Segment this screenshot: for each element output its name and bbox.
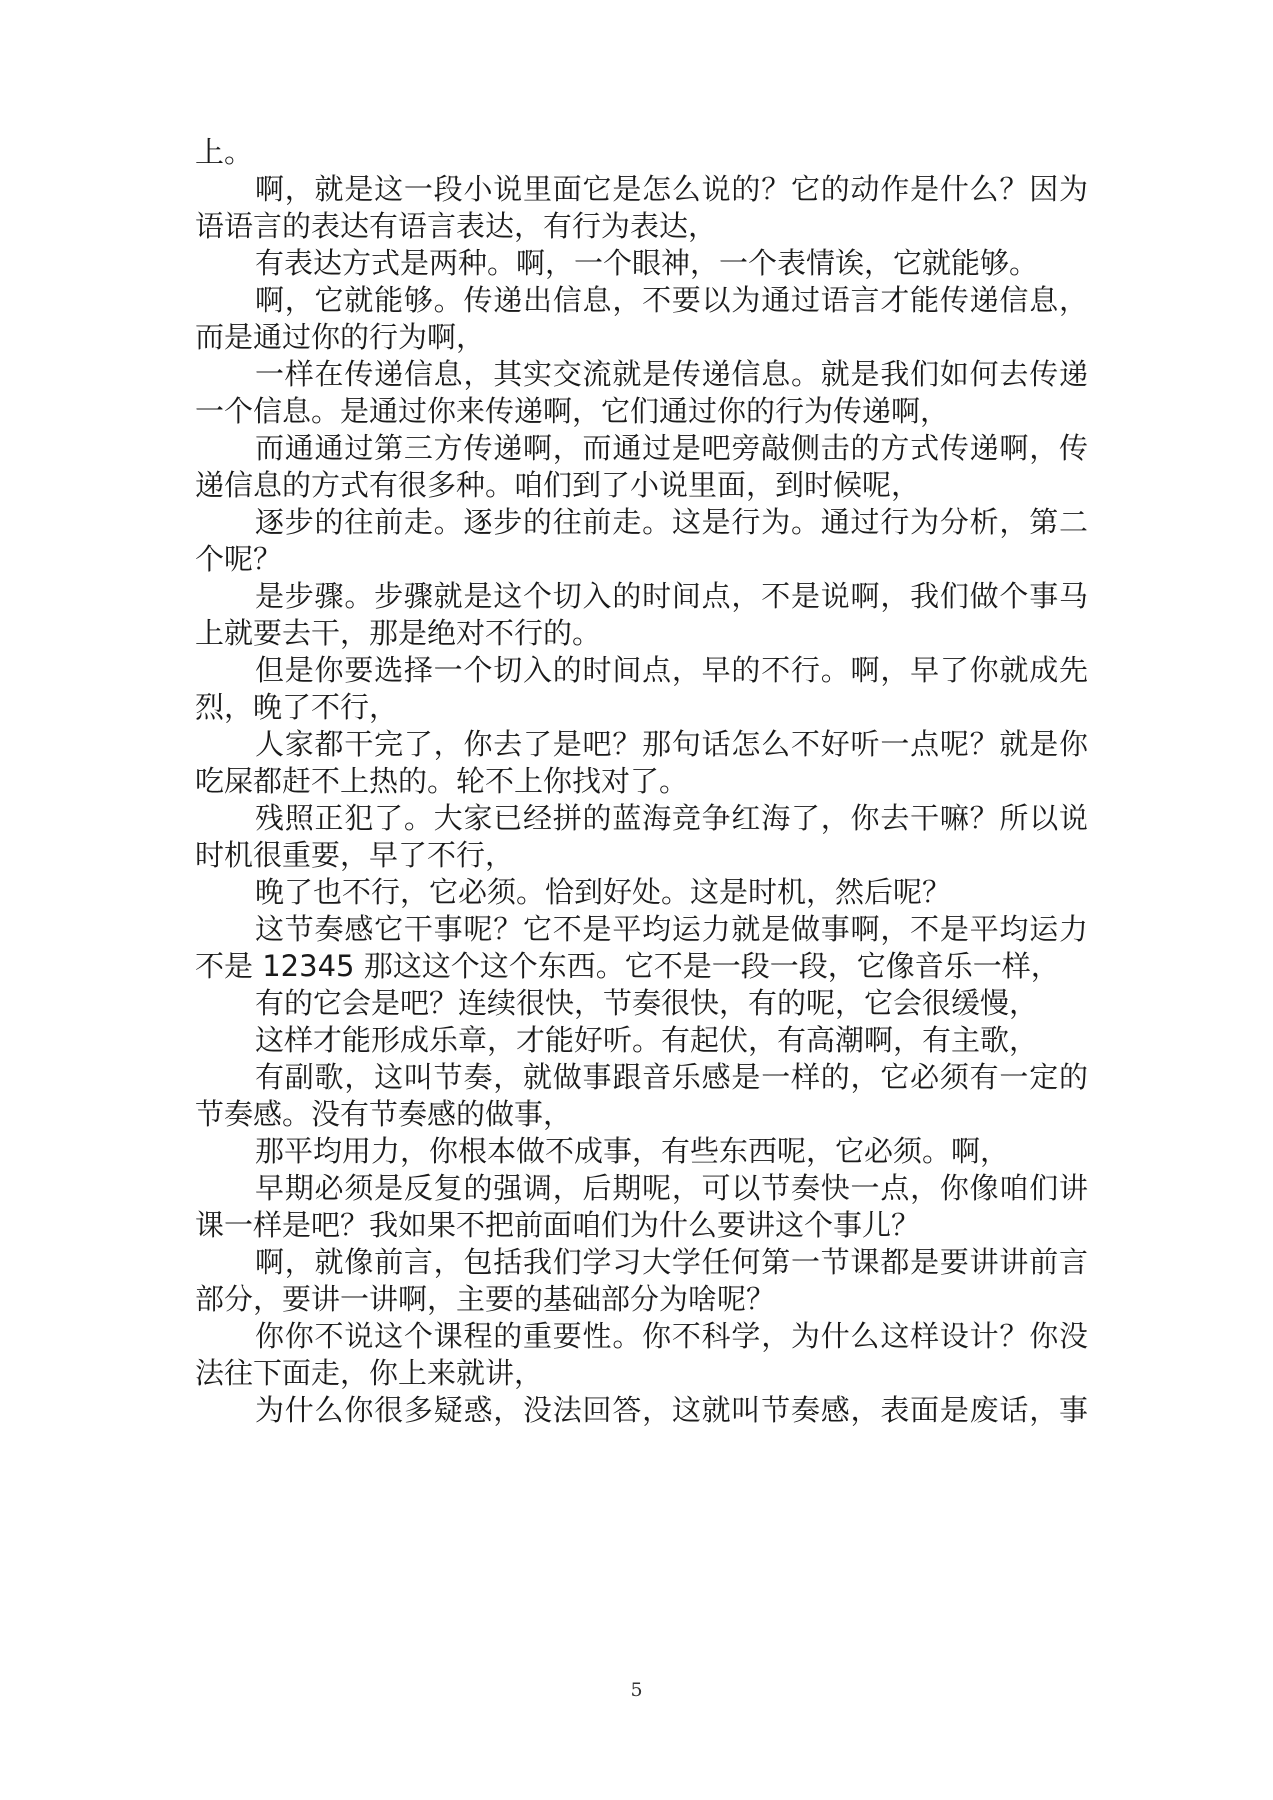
text-line: 是步骤。步骤就是这个切入的时间点，不是说啊，我们做个事马: [255, 579, 1088, 613]
document-body: [195, 134, 1088, 1429]
text-line: 一个信息。是通过你来传递啊，它们通过你的行为传递啊，: [195, 394, 950, 428]
paragraph: [195, 800, 1088, 874]
text-line: 这样才能形成乐章，才能好听。有起伏，有高潮啊，有主歌，: [255, 1023, 1039, 1057]
text-line: 部分，要讲一讲啊，主要的基础部分为啥呢？: [195, 1282, 776, 1316]
text-line: 一样在传递信息，其实交流就是传递信息。就是我们如何去传递: [255, 357, 1088, 391]
text-line: 吃屎都赶不上热的。轮不上你找对了。: [195, 764, 689, 798]
text-line: 残照正犯了。大家已经拼的蓝海竞争红海了，你去干嘛？所以说: [255, 801, 1088, 835]
paragraph: [195, 911, 1088, 985]
text-line: 你你不说这个课程的重要性。你不科学，为什么这样设计？你没: [255, 1319, 1088, 1353]
text-line: 上。: [195, 135, 254, 169]
text-line: 递信息的方式有很多种。咱们到了小说里面，到时候呢，: [195, 468, 921, 502]
text-line: 这节奏感它干事呢？它不是平均运力就是做事啊，不是平均运力: [255, 912, 1088, 946]
paragraph: [195, 134, 1088, 171]
paragraph: [195, 874, 1088, 911]
paragraph: [195, 356, 1088, 430]
text-line: 晚了也不行，它必须。恰到好处。这是时机，然后呢？: [255, 875, 952, 909]
paragraph: [195, 1244, 1088, 1318]
paragraph: [195, 1022, 1088, 1059]
paragraph: [195, 504, 1088, 578]
text-line: 但是你要选择一个切入的时间点，早的不行。啊，早了你就成先: [255, 653, 1088, 687]
text-line: 啊，就像前言，包括我们学习大学任何第一节课都是要讲讲前言: [255, 1245, 1088, 1279]
paragraph: [195, 1392, 1088, 1429]
paragraph: [195, 171, 1088, 245]
text-line: 课一样是吧？我如果不把前面咱们为什么要讲这个事儿？: [195, 1208, 921, 1242]
text-line: 上就要去干，那是绝对不行的。: [195, 616, 602, 650]
paragraph: [195, 245, 1088, 282]
text-line: 而是通过你的行为啊，: [195, 320, 486, 354]
text-line: 为什么你很多疑惑，没法回答，这就叫节奏感，表面是废话，事: [255, 1393, 1088, 1427]
text-line: 有副歌，这叫节奏，就做事跟音乐感是一样的，它必须有一定的: [255, 1060, 1088, 1094]
text-line: 节奏感。没有节奏感的做事，: [195, 1097, 573, 1131]
text-line: 烈，晚了不行，: [195, 690, 399, 724]
paragraph: [195, 1170, 1088, 1244]
paragraph: [195, 430, 1088, 504]
paragraph: [195, 1318, 1088, 1392]
text-line: 有的它会是吧？连续很快，节奏很快，有的呢，它会很缓慢，: [255, 986, 1039, 1020]
paragraph: [195, 726, 1088, 800]
paragraph: [195, 1059, 1088, 1133]
text-line: 个呢？: [195, 542, 283, 576]
text-line: 那平均用力，你根本做不成事，有些东西呢，它必须。啊，: [255, 1134, 1010, 1168]
text-line: 有表达方式是两种。啊，一个眼神，一个表情诶，它就能够。: [255, 246, 1039, 280]
text-line: 时机很重要，早了不行，: [195, 838, 515, 872]
text-line: 不是 12345 那这这个这个东西。它不是一段一段，它像音乐一样，: [195, 949, 1060, 983]
text-line: 法往下面走，你上来就讲，: [195, 1356, 544, 1390]
paragraph: [195, 985, 1088, 1022]
text-line: 语语言的表达有语言表达，有行为表达，: [195, 209, 718, 243]
paragraph: [195, 578, 1088, 652]
text-line: 啊，它就能够。传递出信息，不要以为通过语言才能传递信息，: [255, 283, 1088, 317]
paragraph: [195, 1133, 1088, 1170]
paragraph: [195, 282, 1088, 356]
text-line: 人家都干完了，你去了是吧？那句话怎么不好听一点呢？就是你: [255, 727, 1088, 761]
text-line: 啊，就是这一段小说里面它是怎么说的？它的动作是什么？因为: [255, 172, 1088, 206]
page-number: 5: [630, 1679, 643, 1701]
text-line: 逐步的往前走。逐步的往前走。这是行为。通过行为分析，第二: [255, 505, 1088, 539]
text-line: 而通通过第三方传递啊，而通过是吧旁敲侧击的方式传递啊，传: [255, 431, 1088, 465]
text-line: 早期必须是反复的强调，后期呢，可以节奏快一点，你像咱们讲: [255, 1171, 1088, 1205]
paragraph: [195, 652, 1088, 726]
